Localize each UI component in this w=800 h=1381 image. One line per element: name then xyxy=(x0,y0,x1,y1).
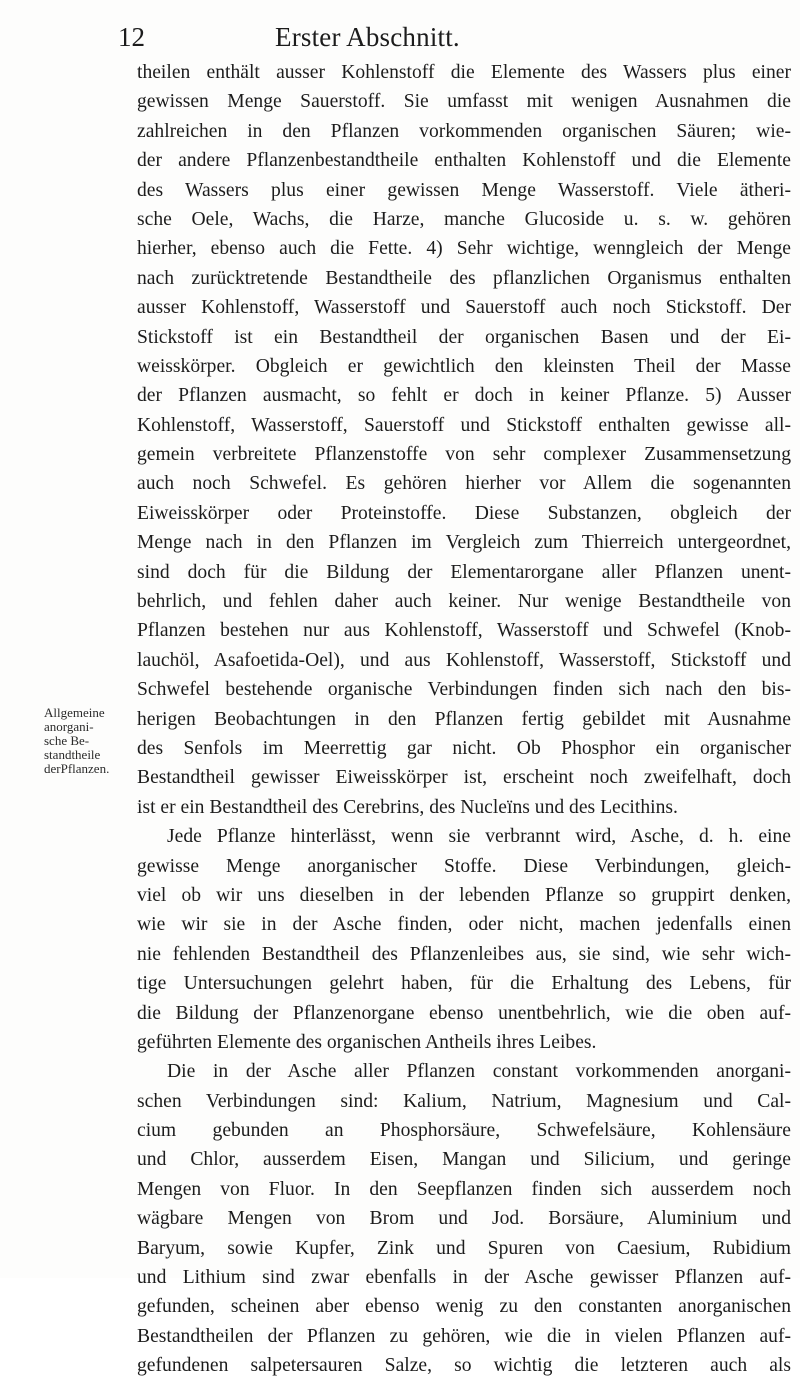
text-line: viel ob wir uns dieselben in der lebenden Pflanze so gruppirt denken, xyxy=(137,884,791,906)
text-line: gefundenen salpetersauren Salze, so wichtig die letzteren auch als xyxy=(137,1355,791,1377)
text-line: auch noch Schwefel. Es gehören hierher vor Allem die sogenannten xyxy=(137,473,791,495)
text-line: der Pflanzen ausmacht, so fehlt er doch in keiner Pflanze. 5) Ausser xyxy=(137,385,791,407)
text-line: wie wir sie in der Asche finden, oder nicht, machen jedenfalls einen xyxy=(137,914,791,936)
text-line: tige Untersuchungen gelehrt haben, für die Erhaltung des Lebens, für xyxy=(137,973,791,995)
text-line: Pflanzen bestehen nur aus Kohlenstoff, Wasserstoff und Schwefel (Knob- xyxy=(137,620,791,642)
body-text xyxy=(137,58,791,1381)
text-line: behrlich, und fehlen daher auch keiner. Nur wenige Bestandtheile von xyxy=(137,591,791,613)
text-line: nie fehlenden Bestandtheil des Pflanzenleibes aus, sie sind, wie sehr wich- xyxy=(137,943,791,965)
text-line: gemein verbreitete Pflanzenstoffe von sehr complexer Zusammensetzung xyxy=(137,444,791,466)
text-line: Kohlenstoff, Wasserstoff, Sauerstoff und Stickstoff enthalten gewisse all- xyxy=(137,414,791,436)
text-line: theilen enthält ausser Kohlenstoff die Elemente des Wassers plus einer xyxy=(137,62,791,83)
text-line: Schwefel bestehende organische Verbindungen finden sich nach den bis- xyxy=(137,679,791,701)
text-line: des Wassers plus einer gewissen Menge Wasserstoff. Viele ätheri- xyxy=(137,179,791,201)
text-line: Stickstoff ist ein Bestandtheil der organischen Basen und der Ei- xyxy=(137,326,791,348)
text-line: gewisse Menge anorganischer Stoffe. Diese Verbindungen, gleich- xyxy=(137,855,791,877)
text-line: herigen Beobachtungen in den Pflanzen fertig gebildet mit Ausnahme xyxy=(137,708,791,730)
text-line: Bestandtheil gewisser Eiweisskörper ist, erscheint noch zweifelhaft, doch xyxy=(137,767,791,789)
text-line: ist er ein Bestandtheil des Cerebrins, des Nucleïns und des Lecithins. xyxy=(137,796,678,818)
text-line: des Senfols im Meerrettig gar nicht. Ob Phosphor ein organischer xyxy=(137,737,791,759)
text-line: zahlreichen in den Pflanzen vorkommenden organischen Säuren; wie- xyxy=(137,120,791,142)
page-header xyxy=(118,22,798,52)
text-line: schen Verbindungen sind: Kalium, Natrium, Magnesium und Cal- xyxy=(137,1090,791,1112)
text-line: Jede Pflanze hinterlässt, wenn sie verbrannt wird, Asche, d. h. eine xyxy=(167,826,791,848)
margin-note-line: Allgemeine xyxy=(44,705,105,720)
text-line: und Lithium sind zwar ebenfalls in der Asche gewisser Pflanzen auf- xyxy=(137,1267,791,1289)
margin-note-line: standtheile xyxy=(44,747,101,762)
margin-note-line: anorgani- xyxy=(44,719,94,734)
text-line: nach zurücktretende Bestandtheile des pflanzlichen Organismus enthalten xyxy=(137,267,791,289)
text-line: geführten Elemente des organischen Antheils ihres Leibes. xyxy=(137,1031,597,1053)
text-line: Menge nach in den Pflanzen im Vergleich zum Thierreich untergeordnet, xyxy=(137,532,791,554)
margin-note xyxy=(44,706,136,776)
text-line: der andere Pflanzenbestandtheile enthalten Kohlenstoff und die Elemente xyxy=(137,150,791,172)
text-line: Bestandtheilen der Pflanzen zu gehören, wie die in vielen Pflanzen auf- xyxy=(137,1325,791,1347)
text-line: sche Oele, Wachs, die Harze, manche Glucoside u. s. w. gehören xyxy=(137,208,791,230)
text-line: ausser Kohlenstoff, Wasserstoff und Sauerstoff auch noch Stickstoff. Der xyxy=(137,297,791,319)
text-line: die Bildung der Pflanzenorgane ebenso unentbehrlich, wie die oben auf- xyxy=(137,1002,791,1024)
text-line: Baryum, sowie Kupfer, Zink und Spuren von Caesium, Rubidium xyxy=(137,1237,791,1259)
text-line: hierher, ebenso auch die Fette. 4) Sehr wichtige, wenngleich der Menge xyxy=(137,238,791,260)
text-line: gewissen Menge Sauerstoff. Sie umfasst mit wenigen Ausnahmen die xyxy=(137,91,791,113)
text-line: cium gebunden an Phosphorsäure, Schwefelsäure, Kohlensäure xyxy=(137,1120,791,1142)
margin-note-line: sche Be- xyxy=(44,733,90,748)
page-number: 12 xyxy=(118,22,145,52)
text-line: wägbare Mengen von Brom und Jod. Borsäure, Aluminium und xyxy=(137,1208,791,1230)
running-title: Erster Abschnitt. xyxy=(275,22,460,52)
text-line: weisskörper. Obgleich er gewichtlich den kleinsten Theil der Masse xyxy=(137,355,791,377)
text-line: sind doch für die Bildung der Elementarorgane aller Pflanzen unent- xyxy=(137,561,791,583)
text-line: gefunden, scheinen aber ebenso wenig zu den constanten anorganischen xyxy=(137,1296,791,1318)
text-line: lauchöl, Asafoetida-Oel), und aus Kohlenstoff, Wasserstoff, Stickstoff und xyxy=(137,649,791,671)
text-line: und Chlor, ausserdem Eisen, Mangan und Silicium, und geringe xyxy=(137,1149,791,1171)
text-line: Die in der Asche aller Pflanzen constant vorkommenden anorgani- xyxy=(167,1061,791,1083)
text-line: Mengen von Fluor. In den Seepflanzen finden sich ausserdem noch xyxy=(137,1178,791,1200)
margin-note-line: derPflanzen. xyxy=(44,761,110,776)
text-line: Eiweisskörper oder Proteinstoffe. Diese Substanzen, obgleich der xyxy=(137,502,791,524)
